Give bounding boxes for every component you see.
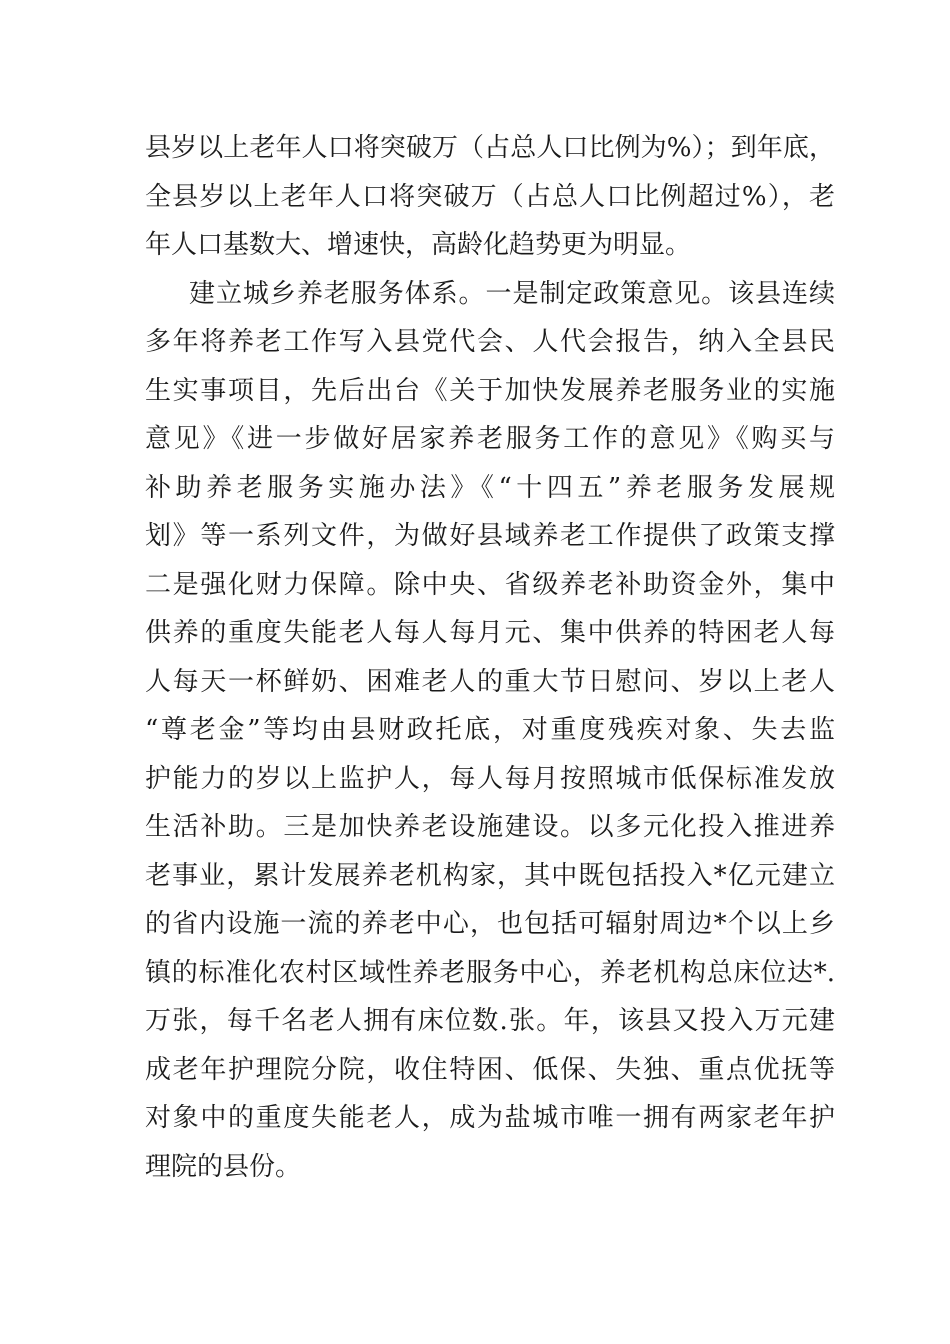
text-line: 年人口基数大、增速快，高龄化趋势更为明显。	[145, 230, 692, 260]
text-line: 老事业，累计发展养老机构家，其中既包括投入*亿元建立	[145, 860, 835, 891]
text-line: 供养的重度失能老人每人每月元、集中供养的特困老人每	[145, 618, 835, 648]
text-line: 补助养老服务实施办法》《“十四五”养老服务发展规	[145, 472, 835, 503]
body-text	[145, 124, 835, 1191]
text-line: 生活补助。三是加快养老设施建设。以多元化投入推进养	[145, 812, 835, 842]
text-line: 生实事项目，先后出台《关于加快发展养老服务业的实施	[145, 375, 835, 406]
text-line: 的省内设施一流的养老中心，也包括可辐射周边*个以上乡	[145, 909, 835, 939]
text-line: 县岁以上老年人口将突破万（占总人口比例为%）；到年底，	[145, 133, 835, 163]
text-line: 万张，每千名老人拥有床位数.张。年，该县又投入万元建	[145, 1006, 835, 1036]
text-line: 成老年护理院分院，收住特困、低保、失独、重点优抚等	[145, 1054, 835, 1085]
text-line: 护能力的岁以上监护人，每人每月按照城市低保标准发放	[145, 763, 835, 794]
text-line: 二是强化财力保障。除中央、省级养老补助资金外，集中	[145, 569, 835, 600]
text-line: 划》等一系列文件，为做好县域养老工作提供了政策支撑	[145, 521, 835, 551]
text-line: 镇的标准化农村区域性养老服务中心，养老机构总床位达*.	[145, 957, 835, 988]
text-line: “尊老金”等均由县财政托底，对重度残疾对象、失去监	[145, 715, 835, 745]
text-line: 多年将养老工作写入县党代会、人代会报告，纳入全县民	[145, 327, 835, 357]
text-line: 意见》《进一步做好居家养老服务工作的意见》《购买与	[145, 424, 835, 454]
text-line: 人每天一杯鲜奶、困难老人的重大节日慰问、岁以上老人	[145, 666, 835, 697]
paragraph-elderly-care-system	[145, 270, 835, 1192]
text-line: 理院的县份。	[145, 1151, 302, 1182]
text-line: 建立城乡养老服务体系。一是制定政策意见。该县连续	[189, 278, 835, 309]
paragraph-population-stats	[145, 124, 835, 270]
text-line: 对象中的重度失能老人，成为盐城市唯一拥有两家老年护	[145, 1103, 835, 1133]
text-line: 全县岁以上老年人口将突破万（占总人口比例超过%），老	[145, 181, 835, 212]
